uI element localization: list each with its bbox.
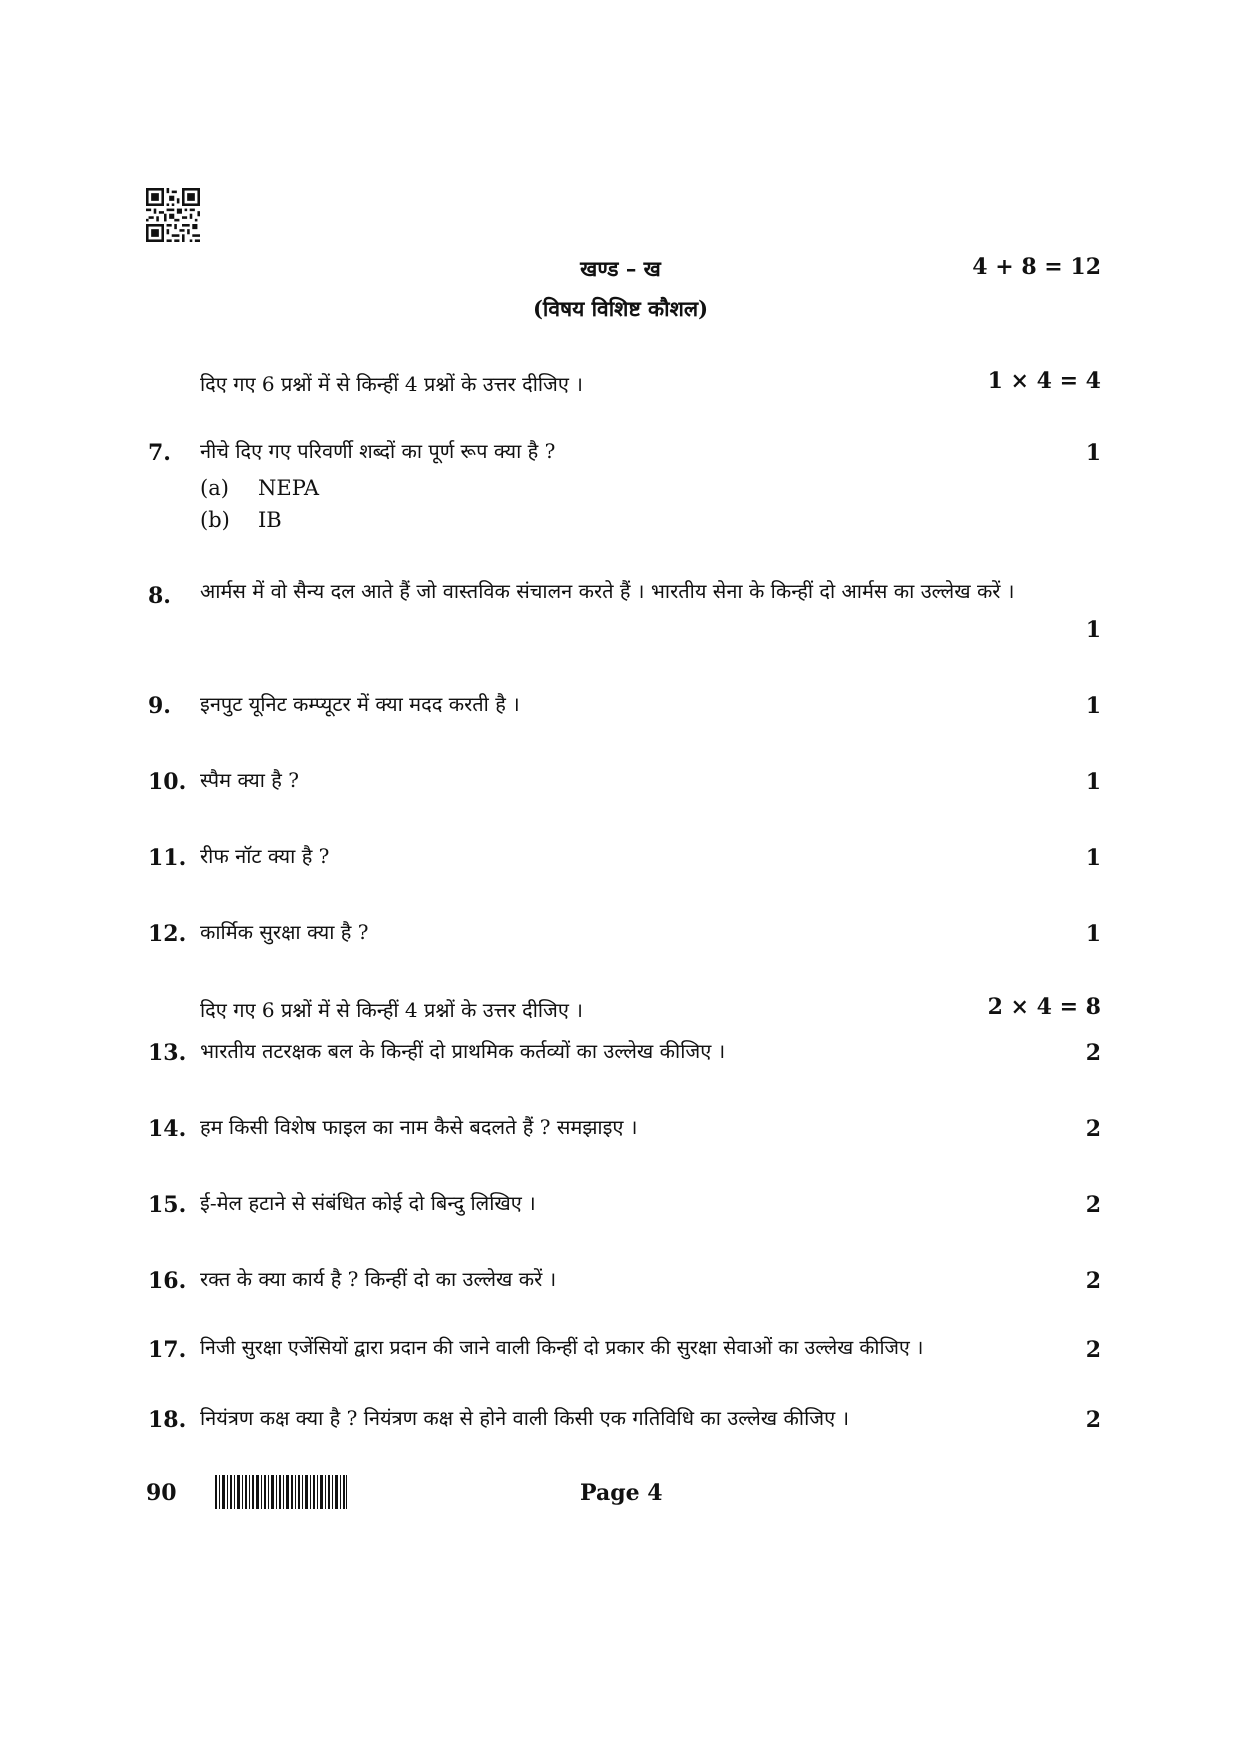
option-text: IB bbox=[258, 508, 282, 532]
option-text: NEPA bbox=[258, 476, 320, 500]
question-number: 9. bbox=[148, 693, 171, 719]
question-text: इनपुट यूनिट कम्प्यूटर में क्या मदद करती है । bbox=[200, 692, 520, 716]
qr-code bbox=[146, 188, 200, 242]
question-number: 8. bbox=[148, 583, 171, 609]
question-marks: 2 bbox=[1085, 1268, 1101, 1294]
question-marks: 1 bbox=[1085, 440, 1101, 466]
option-b bbox=[200, 508, 282, 532]
option-label: (b) bbox=[200, 508, 230, 532]
question-marks: 1 bbox=[1085, 921, 1101, 947]
section-title: खण्ड – ख bbox=[580, 256, 661, 281]
option-label: (a) bbox=[200, 476, 229, 500]
question-text: भारतीय तटरक्षक बल के किन्हीं दो प्राथमिक कर्तव्यों का उल्लेख कीजिए । bbox=[200, 1039, 726, 1063]
question-text: स्पैम क्या है ? bbox=[200, 768, 299, 792]
question-marks: 2 bbox=[1085, 1040, 1101, 1066]
question-marks: 1 bbox=[1085, 845, 1101, 871]
question-number: 12. bbox=[148, 921, 187, 947]
question-text: रीफ नॉट क्या है ? bbox=[200, 844, 330, 868]
question-marks: 2 bbox=[1085, 1337, 1101, 1363]
question-text: निजी सुरक्षा एजेंसियों द्वारा प्रदान की जाने वाली किन्हीं दो प्रकार की सुरक्षा सेवाओं का उल्लेख कीजिए । bbox=[200, 1336, 924, 1359]
question-marks: 1 bbox=[1085, 617, 1101, 643]
question-number: 16. bbox=[148, 1268, 187, 1294]
question-number: 11. bbox=[148, 845, 187, 871]
question-number: 10. bbox=[148, 769, 187, 795]
question-marks: 2 bbox=[1085, 1116, 1101, 1142]
question-number: 18. bbox=[148, 1407, 187, 1433]
option-a bbox=[200, 476, 319, 500]
question-text: रक्त के क्या कार्य है ? किन्हीं दो का उल्लेख करें । bbox=[200, 1267, 557, 1291]
group1-marks: 1 × 4 = 4 bbox=[987, 368, 1101, 394]
section-total-marks: 4 + 8 = 12 bbox=[972, 254, 1101, 280]
question-number: 17. bbox=[148, 1337, 187, 1363]
group1-instruction: दिए गए 6 प्रश्नों में से किन्हीं 4 प्रश्नों के उत्तर दीजिए । bbox=[200, 372, 583, 396]
question-text: आर्मस में वो सैन्य दल आते हैं जो वास्तविक संचालन करते हैं । भारतीय सेना के किन्हीं दो आर्मस का उल्लेख करें । bbox=[200, 579, 1015, 603]
question-number: 13. bbox=[148, 1040, 187, 1066]
question-marks: 2 bbox=[1085, 1407, 1101, 1433]
question-number: 15. bbox=[148, 1192, 187, 1218]
question-marks: 1 bbox=[1085, 769, 1101, 795]
section-subtitle: (विषय विशिष्ट कौशल) bbox=[532, 296, 709, 321]
question-text: कार्मिक सुरक्षा क्या है ? bbox=[200, 920, 369, 944]
question-text: नियंत्रण कक्ष क्या है ? नियंत्रण कक्ष से होने वाली किसी एक गतिविधि का उल्लेख कीजिए । bbox=[200, 1406, 850, 1430]
group2-marks: 2 × 4 = 8 bbox=[987, 994, 1101, 1020]
question-text: हम किसी विशेष फाइल का नाम कैसे बदलते हैं ? समझाइए । bbox=[200, 1115, 638, 1139]
page-number: Page 4 bbox=[580, 1480, 663, 1506]
paper-code: 90 bbox=[146, 1480, 177, 1506]
question-text: ई-मेल हटाने से संबंधित कोई दो बिन्दु लिखिए । bbox=[200, 1191, 536, 1215]
question-marks: 1 bbox=[1085, 693, 1101, 719]
question-marks: 2 bbox=[1085, 1192, 1101, 1218]
question-number: 7. bbox=[148, 440, 171, 466]
group2-instruction: दिए गए 6 प्रश्नों में से किन्हीं 4 प्रश्नों के उत्तर दीजिए । bbox=[200, 998, 583, 1022]
question-text: नीचे दिए गए परिवर्णी शब्दों का पूर्ण रूप क्या है ? bbox=[200, 439, 556, 463]
barcode bbox=[215, 1475, 347, 1509]
question-number: 14. bbox=[148, 1116, 187, 1142]
